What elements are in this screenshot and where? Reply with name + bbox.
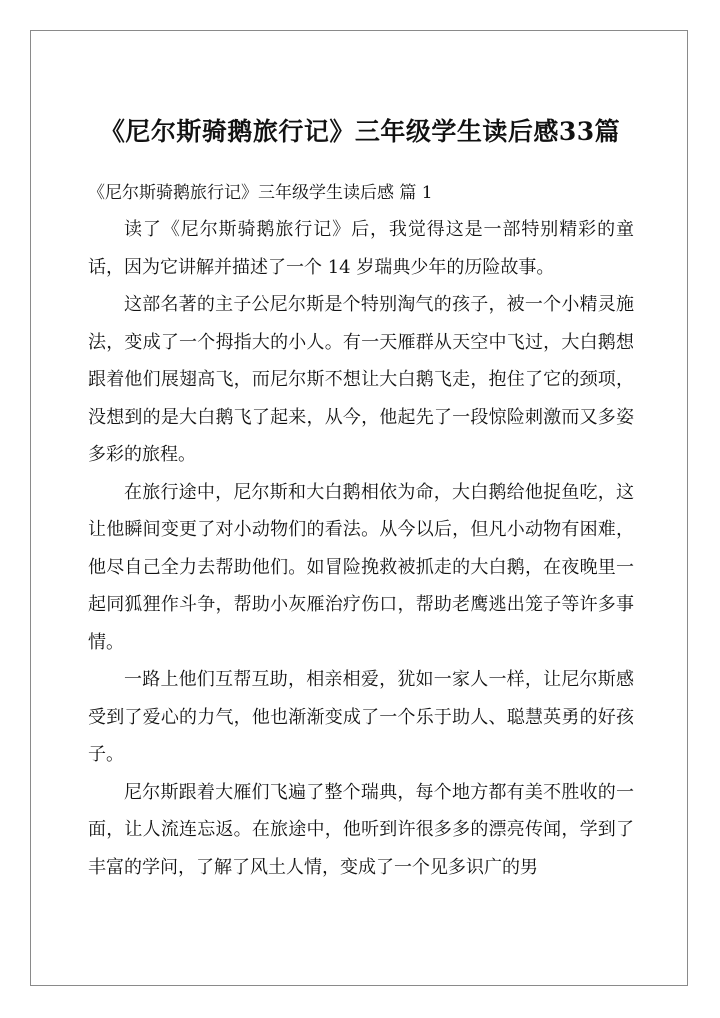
paragraph-1: 读了《尼尔斯骑鹅旅行记》后，我觉得这是一部特别精彩的童话，因为它讲解并描述了一个 14 岁瑞典少年的历险故事。 <box>88 219 634 278</box>
article-body <box>88 211 634 886</box>
paragraph-4: 一路上他们互帮互助，相亲相爱，犹如一家人一样，让尼尔斯感受到了爱心的力气，他也渐渐变成了一个乐于助人、聪慧英勇的好孩子。 <box>88 669 634 765</box>
article-subtitle: 《尼尔斯骑鹅旅行记》三年级学生读后感 篇 1 <box>88 183 433 203</box>
document-title: 《尼尔斯骑鹅旅行记》三年级学生读后感33篇 <box>99 117 621 146</box>
paragraph-5: 尼尔斯跟着大雁们飞遍了整个瑞典，每个地方都有美不胜收的一面，让人流连忘返。在旅途中，他听到许很多多的漂亮传闻，学到了丰富的学问，了解了风土人情，变成了一个见多识广的男 <box>88 781 634 878</box>
paragraph-2: 这部名著的主子公尼尔斯是个特别淘气的孩子，被一个小精灵施法，变成了一个拇指大的小人。有一天雁群从天空中飞过，大白鹅想跟着他们展翅高飞，而尼尔斯不想让大白鹅飞走，抱住了它的颈项，没想到的是大白鹅飞了起来，从今，他起先了一段惊险刺激而又多姿多彩的旅程。 <box>88 294 634 465</box>
paragraph-3: 在旅行途中，尼尔斯和大白鹅相依为命，大白鹅给他捉鱼吃，这让他瞬间变更了对小动物们的看法。从今以后，但凡小动物有困难，他尽自己全力去帮助他们。如冒险挽救被抓走的大白鹅，在夜晚里一起同狐狸作斗争，帮助小灰雁治疗伤口，帮助老鹰逃出笼子等许多事情。 <box>88 481 634 653</box>
